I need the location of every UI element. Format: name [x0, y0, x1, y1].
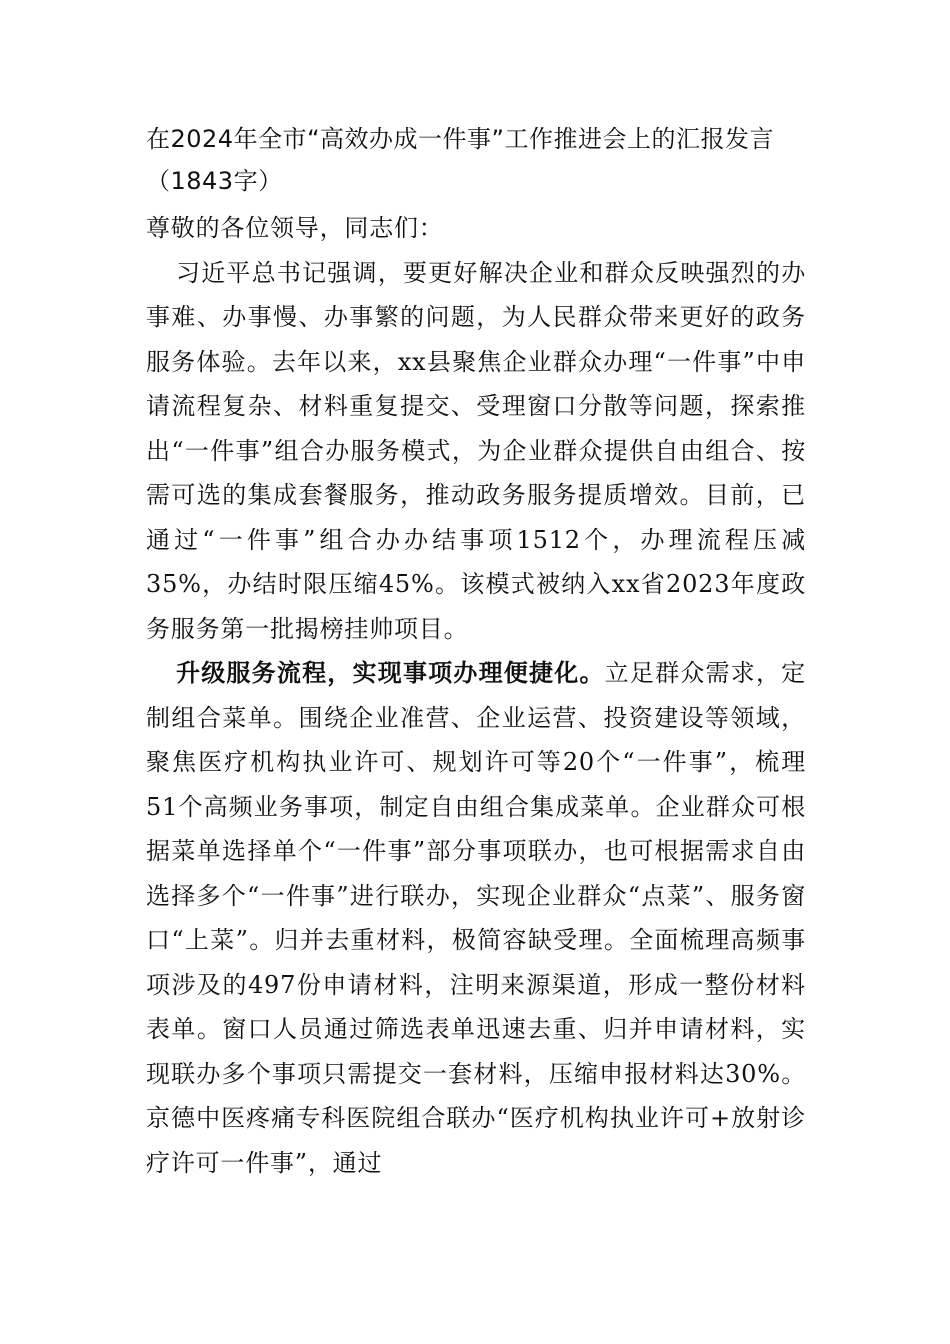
document-title: 在2024年全市“高效办成一件事”工作推进会上的汇报发言（1843字）	[146, 125, 774, 195]
salutation: 尊敬的各位领导，同志们：	[146, 214, 444, 242]
document-page	[146, 118, 806, 1185]
paragraph-intro	[146, 251, 806, 652]
paragraph-service-process	[146, 651, 806, 1185]
paragraph-service-process-text: 立足群众需求，定制组合菜单。围绕企业准营、企业运营、投资建设等领域，聚焦医疗机构执业许可、规划许可等20个“一件事”，梳理51个高频业务事项，制定自由组合集成菜单。企业群众可根据菜单选择单个“一件事”部分事项联办，也可根据需求自由选择多个“一件事”进行联办，实现企业群众“点菜”、服务窗口“上菜”。归并去重材料，极简容缺受理。全面梳理高频事项涉及的497份申请材料，注明来源渠道，形成一整份材料表单。窗口人员通过筛选表单迅速去重、归并申请材料，实现联办多个事项只需提交一套材料，压缩申报材料达30%。京德中医疼痛专科医院组合联办“医疗机构执业许可+放射诊疗许可一件事”，通过	[146, 659, 806, 1177]
paragraph-intro-text: 习近平总书记强调，要更好解决企业和群众反映强烈的办事难、办事慢、办事繁的问题，为人民群众带来更好的政务服务体验。去年以来，xx县聚焦企业群众办理“一件事”中申请流程复杂、材料重复提交、受理窗口分散等问题，探索推出“一件事”组合办服务模式，为企业群众提供自由组合、按需可选的集成套餐服务，推动政务服务提质增效。目前，已通过“一件事”组合办办结事项1512个，办理流程压减35%，办结时限压缩45%。该模式被纳入xx省2023年度政务服务第一批揭榜挂帅项目。	[146, 258, 806, 643]
paragraph-heading: 升级服务流程，实现事项办理便捷化。	[176, 659, 605, 687]
